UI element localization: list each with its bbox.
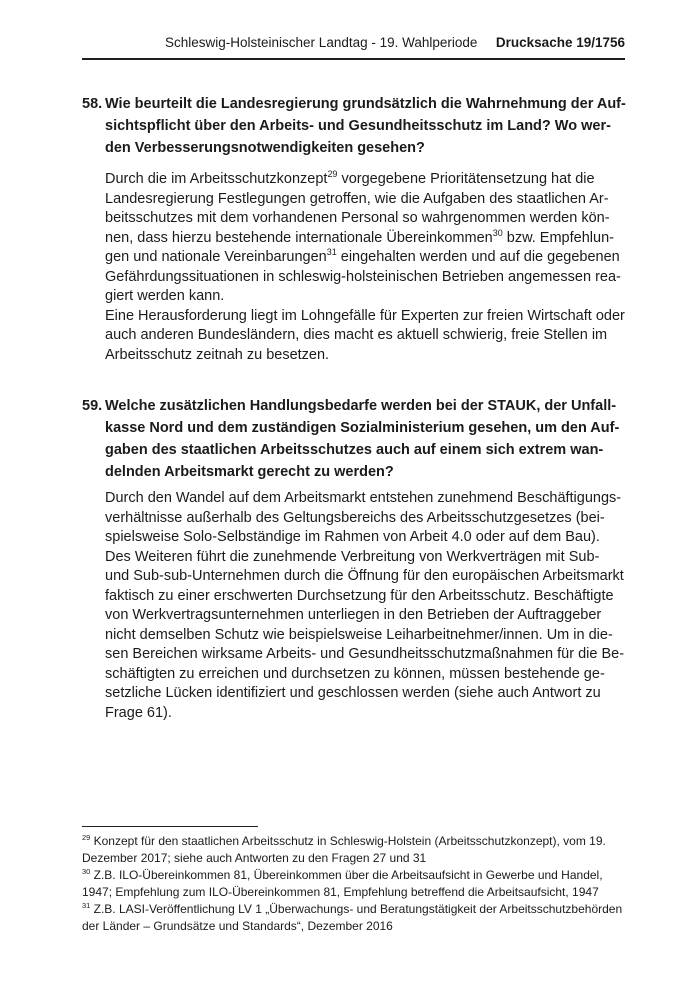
footnotes-section [82,826,622,935]
footnote-text: $^{29}$ Konzept für den staatlichen Arbeitsschutz in Schleswig-Holstein (Arbeitsschutzkonzept), vom 19. Dezember 2017; siehe auch Antworten zu den Fragen 27 und 31 $^{30}$ Z.B. ILO-Übereinkommen 81, Übereinkommen über die Arbeitsaufsicht in Gewerbe und Handel, 1947; Empfehlung zum ILO-Übereinkommen 81, Empfehlung betreffend die Arbeitsaufsicht, 1947 $^{31}$ Z.B. LASI-Veröffentlichung LV 1 „Überwachungs- und Beratungstätigkeit der Arbeitsschutzbehörden der Länder – Grundsätze und Standards“, Dezember 2016 [82,833,623,933]
question-58-number: 58. [82,96,103,112]
question-58-text: Wie beurteilt die Landesregierung grundsätzlich die Wahrnehmung der Auf- sichtspflicht über den Arbeits- und Gesundheitsschutz im Land? Wo wer- den Verbesserungsnotwendigkeiten gesehen? [105,96,626,156]
answer-59-text: Durch den Wandel auf dem Arbeitsmarkt entstehen zunehmend Beschäftigungs- verhältnisse außerhalb des Geltungsbereichs des Arbeitsschutzgesetzes (bei- spielsweise Solo-Selbständige im Rahmen von Arbeit 4.0 oder auf dem Bau). Des Weiteren führt die zunehmende Verbreitung von Werkverträgen mit Sub- und Sub-sub-Unternehmen durch die Öffnung für den europäischen Arbeitsmarkt faktisch zu einer erschwerten Durchsetzung für den Arbeitsschutz. Beschäftigte von Werkvertragsunternehmen unterliegen in den Betrieben der Auftraggeber nicht demselben Schutz wie beispielsweise Leiharbeitnehmer/innen. Um in die- sen Bereichen wirksame Arbeits- und Gesundheitsschutzmaßnahmen für die Be- schäftigten zu erreichen und durchsetzen zu können, müssen bestehende ge- setzliche Lücken identifiziert und geschlossen werden (siehe auch Antwort zu Frage 61). [105,490,625,721]
header-rule [82,58,625,60]
page-header [82,34,625,51]
question-59-number: 59. [82,398,103,414]
question-58 [82,93,660,159]
question-59-text: Welche zusätzlichen Handlungsbedarfe werden bei der STAUK, der Unfall- kasse Nord und dem zuständigen Sozialministerium gesehen, um den Auf- gaben des staatlichen Arbeitsschutzes auch auf einem sich extrem wan- delnden Arbeitsmarkt gerecht zu werden? [105,398,620,480]
header-left-title: Schleswig-Holsteinischer Landtag - 19. Wahlperiode [165,35,478,50]
answer-58-text: Durch die im Arbeitsschutzkonzept$^{29}$ vorgegebene Prioritätensetzung hat die Landesregierung Festlegungen getroffen, wie die Aufgaben des staatlichen Ar- beitsschutzes mit dem vorhandenen Personal so wahrgenommen werden kön- nen, dass hierzu bestehende internationale Übereinkommen$^{30}$ bzw. Empfehlun- gen und nationale Vereinbarungen$^{31}$ eingehalten werden und auf die gegebenen Gefährdungssituationen in schleswig-holsteinischen Betrieben angemessen rea- giert werden kann. Eine Herausforderung liegt im Lohngefälle für Experten zur freien Wirtschaft oder auch anderen Bundesländern, dies macht es aktuell schwierig, freie Stellen im Arbeitsschutz zeitnah zu besetzen. [105,169,625,363]
question-59-section [0,395,700,723]
question-58-section [0,93,700,365]
question-59 [82,395,660,483]
footnote-separator-rule [82,826,258,827]
header-drucksache-number: Drucksache 19/1756 [495,35,625,50]
